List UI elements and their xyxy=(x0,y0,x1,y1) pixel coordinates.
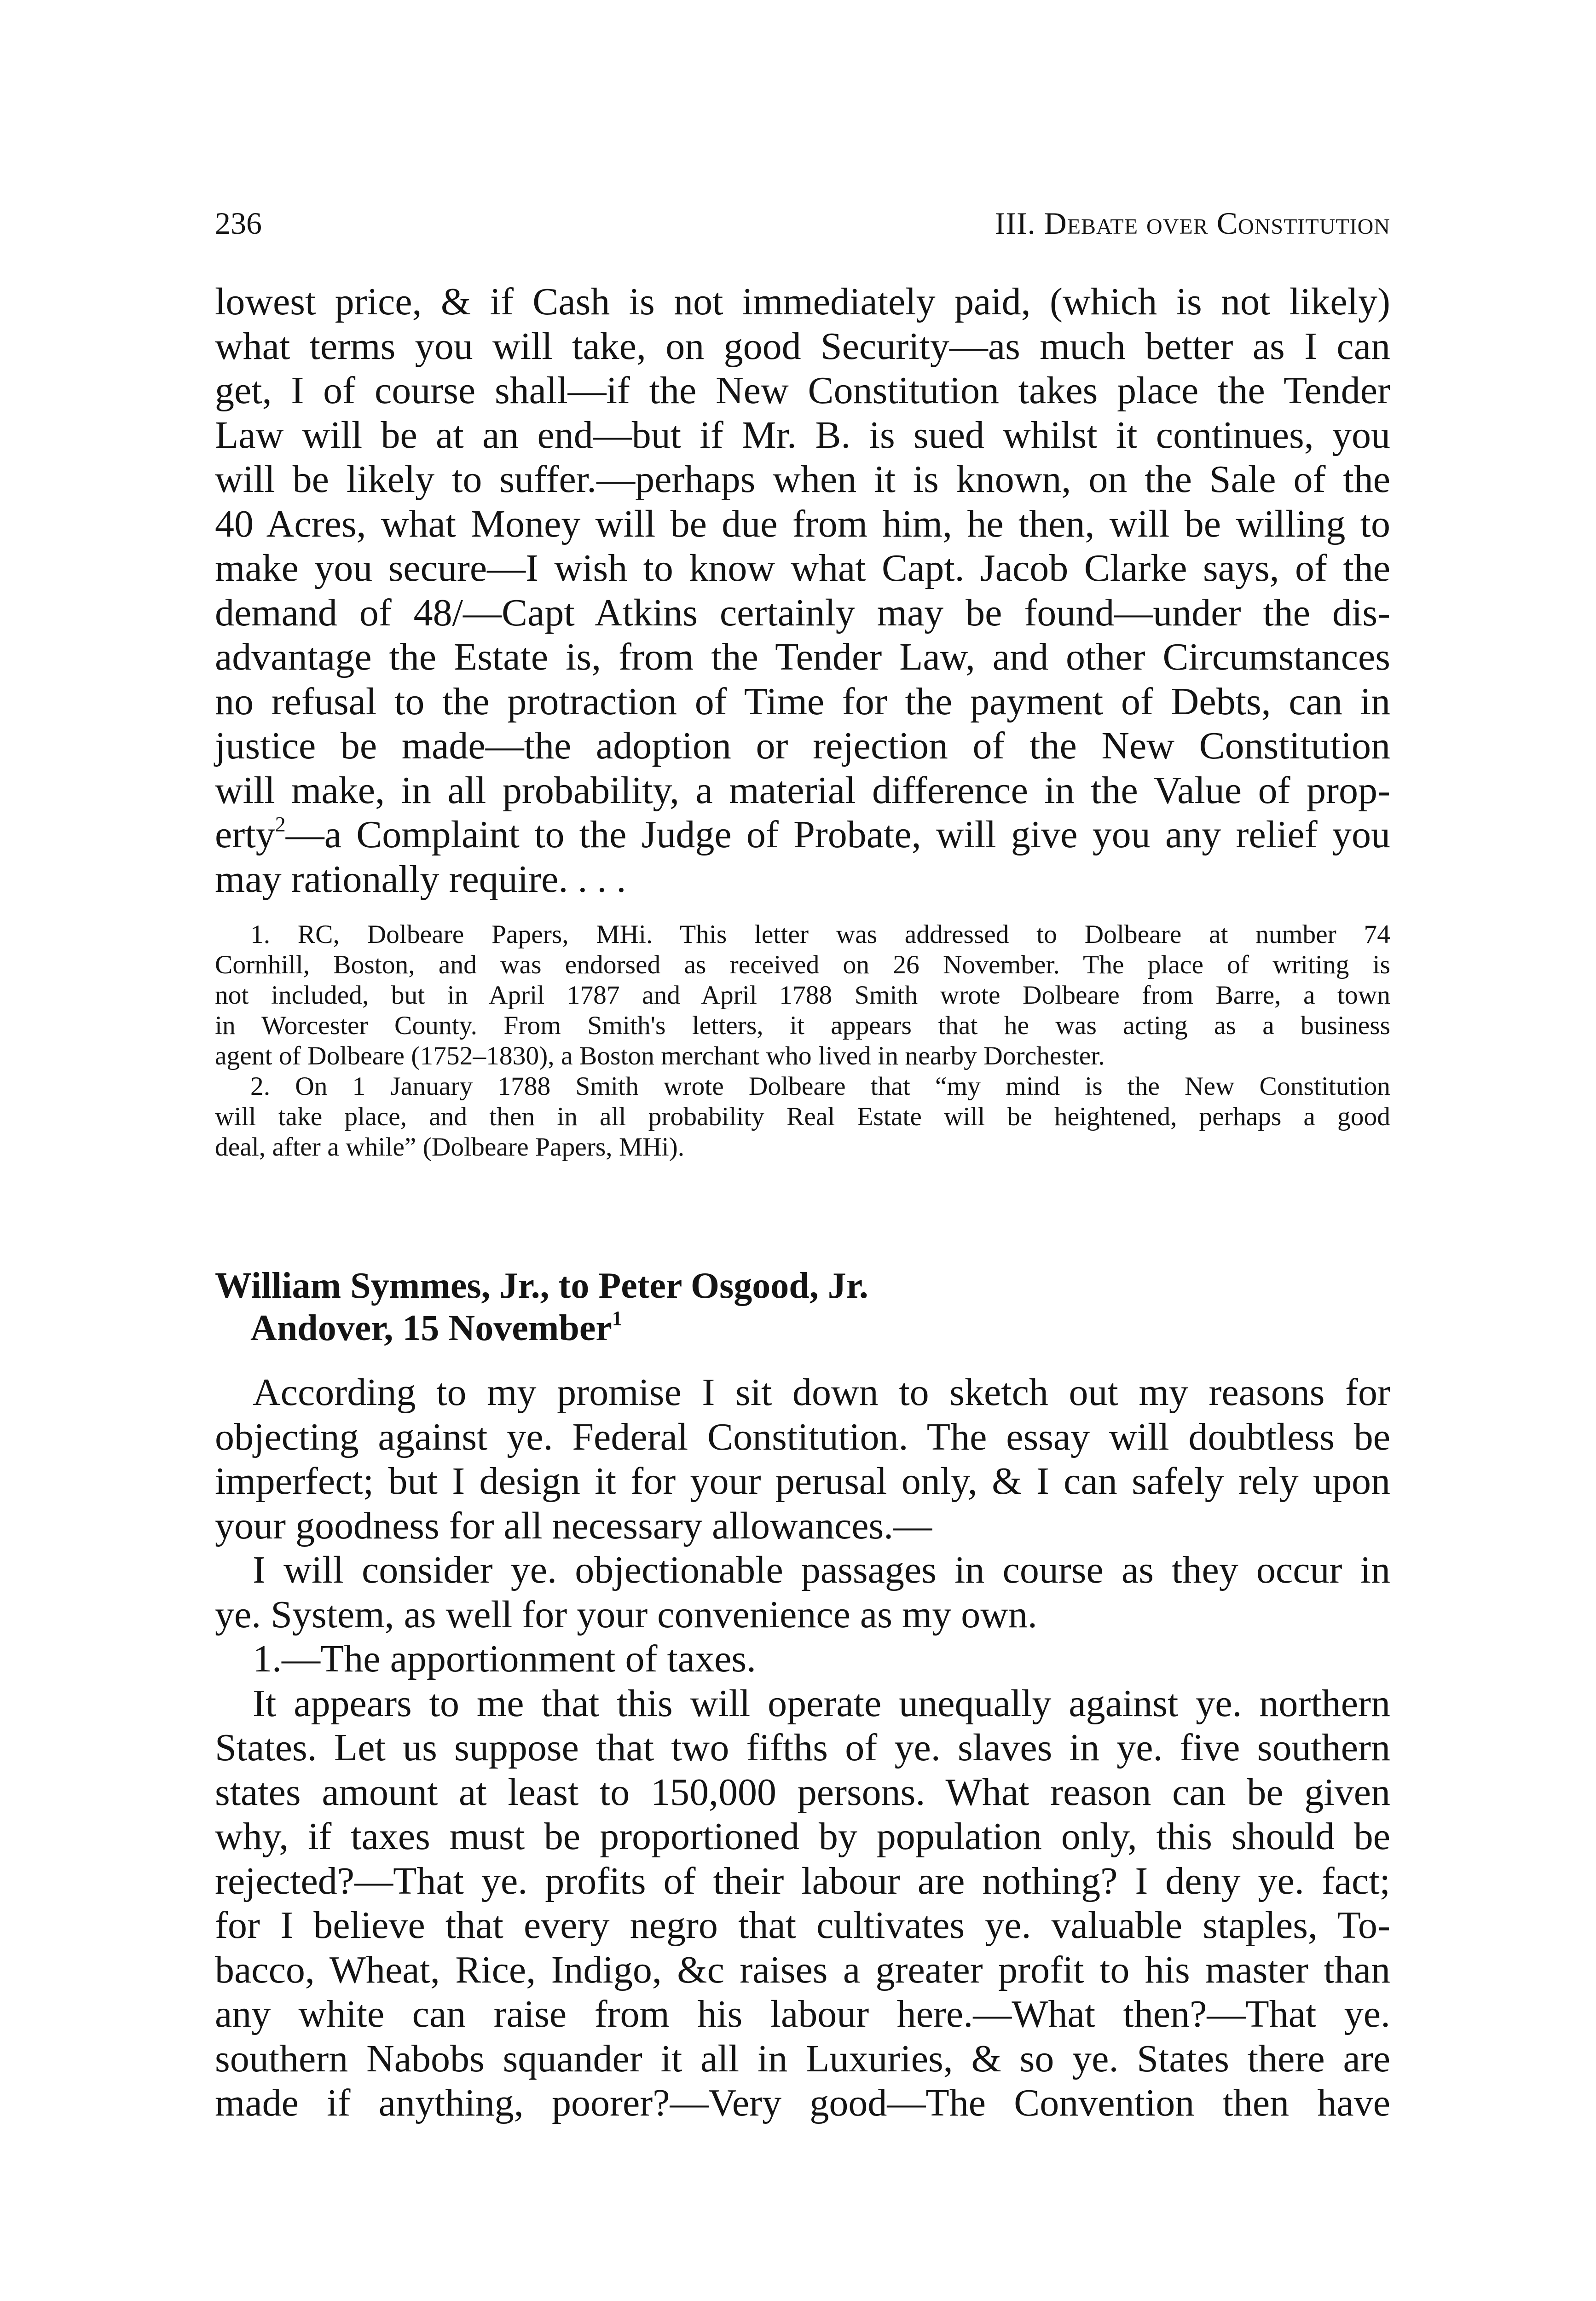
text-line: According to my promise I sit down to sketch out my reasons for xyxy=(253,1371,1390,1414)
footnote-1-line: 1. RC, Dolbeare Papers, MHi. This letter was addressed to Dolbeare at number 74 xyxy=(250,920,1390,949)
text-line: get, I of course shall—if the New Constitution takes place the Tender xyxy=(215,369,1390,412)
text-line: bacco, Wheat, Rice, Indigo, &c raises a greater profit to his master than xyxy=(215,1948,1390,1991)
text-line: demand of 48/—Capt Atkins certainly may be found—under the dis- xyxy=(215,591,1390,634)
text-line: Law will be at an end—but if Mr. B. is sued whilst it continues, you xyxy=(215,413,1390,457)
text-fragment: erty xyxy=(215,813,275,856)
text-line: what terms you will take, on good Security—as much better as I can xyxy=(215,324,1390,368)
text-line: southern Nabobs squander it all in Luxuries, & so ye. States there are xyxy=(215,2037,1390,2080)
text-line: It appears to me that this will operate unequally against ye. northern xyxy=(253,1682,1390,1725)
page-number: 236 xyxy=(215,206,262,241)
heading-correspondents: William Symmes, Jr., to Peter Osgood, Jr. xyxy=(215,1266,868,1306)
heading-place-date-text: Andover, 15 November xyxy=(250,1308,612,1348)
footnote-2-line: will take place, and then in all probability Real Estate will be heightened, perhaps a good xyxy=(215,1102,1390,1131)
running-header xyxy=(215,200,1390,246)
text-line: no refusal to the protraction of Time for the payment of Debts, can in xyxy=(215,680,1390,723)
footnote-1-line: agent of Dolbeare (1752–1830), a Boston merchant who lived in nearby Dorchester. xyxy=(215,1041,1105,1070)
text-line: make you secure—I wish to know what Capt. Jacob Clarke says, of the xyxy=(215,547,1390,590)
text-line: 40 Acres, what Money will be due from him, he then, will be willing to xyxy=(215,502,1390,545)
text-line: rejected?—That ye. profits of their labour are nothing? I deny ye. fact; xyxy=(215,1859,1390,1902)
running-head-title: III. Debate over Constitution xyxy=(995,206,1390,241)
text-line: any white can raise from his labour here.—What then?—That ye. xyxy=(215,1993,1390,2035)
footnote-ref-2[interactable]: 2 xyxy=(275,812,286,836)
text-line: I will consider ye. objectionable passages in course as they occur in xyxy=(253,1549,1390,1591)
text-line: 1.—The apportionment of taxes. xyxy=(253,1637,757,1680)
symmes-letter-text xyxy=(215,1370,1390,2126)
document-heading xyxy=(215,1265,868,1349)
text-line: will make, in all probability, a material difference in the Value of prop- xyxy=(215,769,1390,812)
footnote-ref-1[interactable]: 1 xyxy=(612,1307,622,1330)
text-line: advantage the Estate is, from the Tender Law, and other Circumstances xyxy=(215,636,1390,678)
footnote-1-line: Cornhill, Boston, and was endorsed as received on 26 November. The place of writing is xyxy=(215,950,1390,979)
text-line: your goodness for all necessary allowances.— xyxy=(215,1504,932,1547)
letter-continued-text xyxy=(215,280,1390,902)
text-line: for I believe that every negro that cultivates ye. valuable staples, To- xyxy=(215,1904,1390,1947)
text-line: will be likely to suffer.—perhaps when it is known, on the Sale of the xyxy=(215,458,1390,501)
text-line: why, if taxes must be proportioned by population only, this should be xyxy=(215,1815,1390,1858)
footnotes xyxy=(215,919,1390,1162)
footnote-1-line: not included, but in April 1787 and April 1788 Smith wrote Dolbeare from Barre, a town xyxy=(215,981,1390,1010)
text-line: imperfect; but I design it for your perusal only, & I can safely rely upon xyxy=(215,1460,1390,1503)
footnote-2-line: 2. On 1 January 1788 Smith wrote Dolbeare that “my mind is the New Constitution xyxy=(250,1072,1390,1101)
text-line: states amount at least to 150,000 persons. What reason can be given xyxy=(215,1770,1390,1814)
text-line: States. Let us suppose that two fifths of ye. slaves in ye. five southern xyxy=(215,1726,1390,1769)
footnote-1-line: in Worcester County. From Smith's letters, it appears that he was acting as a business xyxy=(215,1011,1390,1040)
text-line: may rationally require. . . . xyxy=(215,857,626,901)
text-line xyxy=(215,813,1390,857)
heading-place-date xyxy=(215,1307,868,1349)
text-line: lowest price, & if Cash is not immediately paid, (which is not likely) xyxy=(215,280,1390,323)
text-line: ye. System, as well for your convenience as my own. xyxy=(215,1593,1037,1636)
text-line: justice be made—the adoption or rejection of the New Constitution xyxy=(215,724,1390,767)
text-line: made if anything, poorer?—Very good—The Convention then have xyxy=(215,2081,1390,2124)
text-fragment: —a Complaint to the Judge of Probate, will give you any relief you xyxy=(285,813,1390,856)
footnote-2-line: deal, after a while” (Dolbeare Papers, MHi). xyxy=(215,1133,685,1162)
text-line: objecting against ye. Federal Constitution. The essay will doubtless be xyxy=(215,1415,1390,1458)
